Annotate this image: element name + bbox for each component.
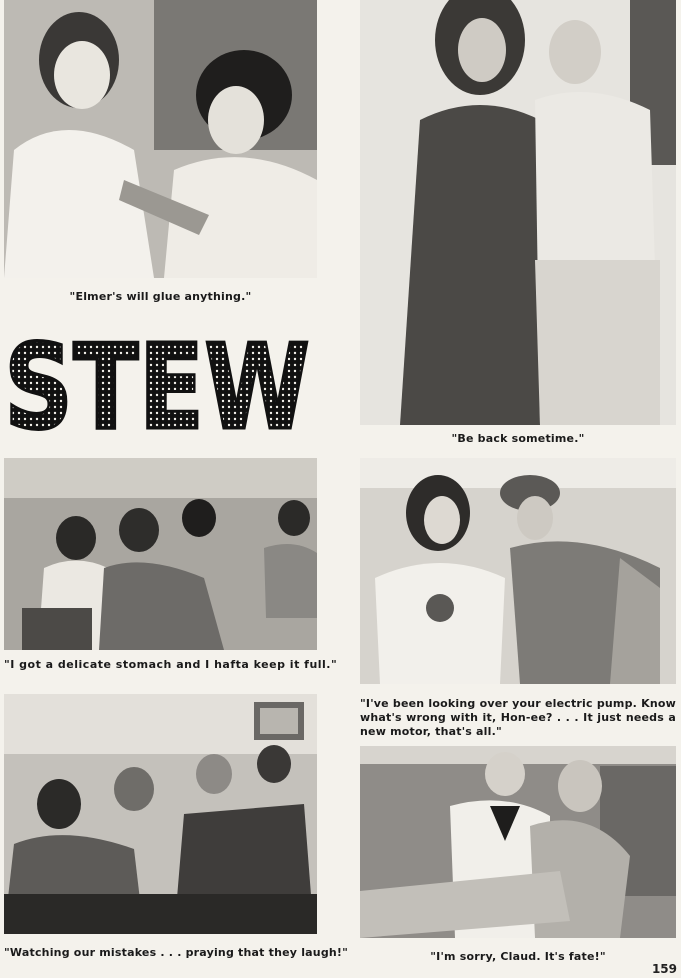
photo-sorry: [360, 746, 676, 938]
photo-elmer-glue-art: [4, 0, 317, 278]
photo-pump-art: [360, 458, 676, 684]
photo-stomach-art: [4, 458, 317, 650]
photo-stomach: [4, 458, 317, 650]
caption-sorry: "I'm sorry, Claud. It's fate!": [430, 950, 606, 963]
stew-title: [4, 318, 310, 456]
photo-be-back-art: [360, 0, 676, 425]
caption-be-back: "Be back sometime.": [451, 432, 585, 445]
caption-elmer: "Elmer's will glue anything.": [69, 290, 252, 303]
photo-pump: [360, 458, 676, 684]
photo-be-back: [360, 0, 676, 425]
photo-sorry-art: [360, 746, 676, 938]
caption-mistakes: "Watching our mistakes . . . praying that they laugh!": [4, 946, 349, 959]
caption-stomach: "I got a delicate stomach and I hafta keep it full.": [4, 658, 338, 671]
stew-title-text: STEW: [4, 318, 310, 456]
photo-mistakes: [4, 694, 317, 934]
caption-pump: "I've been looking over your electric pump. Know what's wrong with it, Hon-ee? . . . It just needs a new motor, that's all.": [360, 697, 676, 738]
photo-mistakes-art: [4, 694, 317, 934]
photo-elmer-glue: [4, 0, 317, 278]
stew-title-art: [4, 318, 310, 456]
page-number: 159: [651, 962, 677, 976]
